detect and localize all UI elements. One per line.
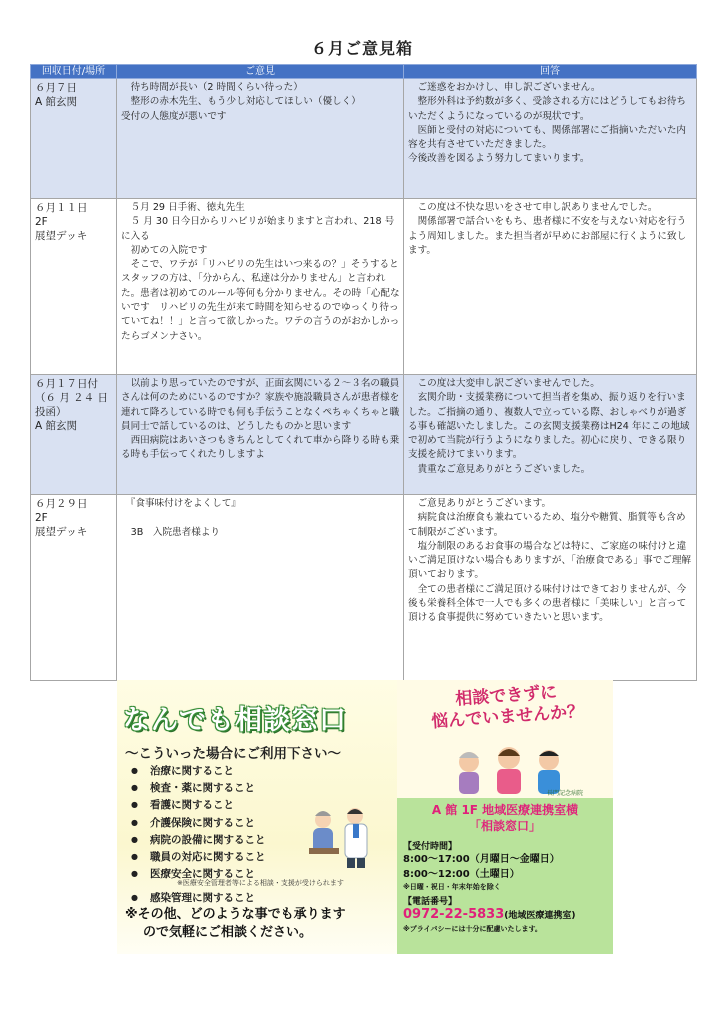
hours-weekday: 8:00～17:00（月曜日～金曜日） [403, 854, 560, 865]
list-item: ● 介護保険に関すること [131, 815, 265, 832]
poster-bottom-line1: ※その他、どのような事でも承ります [125, 907, 346, 922]
list-item: ● 医療安全に関すること [131, 866, 265, 883]
location-line2: 「相談窓口」 [468, 819, 541, 833]
phone-department: (地域医療連携室) [504, 911, 576, 921]
row-opinion: 待ち時間が長い（2 時間くらい待った） 整形の赤木先生、もう少し対応してほしい（優しく） 受付の人態度が悪いです [117, 79, 404, 199]
consultation-poster [117, 680, 613, 954]
phone-number: 0972-22-5833 [403, 907, 505, 922]
poster-item-list [131, 763, 265, 883]
poster-right-panel [397, 680, 613, 954]
doctor-consultation-illustration-icon [305, 798, 377, 870]
hours-label: 【受付時間】 [403, 842, 458, 852]
table-row [31, 79, 697, 199]
row-answer: ご意見ありがとうございます。 病院食は治療食も兼ねているため、塩分や糖質、脂質等も含めて制限がございます。 塩分制限のあるお食事の場合などは特に、ご家庭の味付けと違いご満足頂けない場合もありますが、「治療食である」事でご理解頂いております。 全ての患者様にご満足頂ける味付けはできておりませんが、今後も栄養科全体で一人でも多くの患者様に「美味しい」と言って頂ける食事提供に努めていきたいと思います。 [404, 495, 697, 681]
poster-left-panel [117, 680, 397, 954]
poster-bottom-line2: ので気軽にご相談ください。 [143, 925, 313, 940]
row-answer: この度は大変申し訳ございませんでした。 玄関介助・支援業務について担当者を集め、振り返りを行いました。ご指摘の通り、複数人で立っている際、おしゃべりが過ぎる事も確認いたしました。この玄関支援業務はH24 年にこの地域で初めて当院が行うようになりました。初心に戻り、できる限り支援を続けてまいります。 貴重なご意見ありがとうございました。 [404, 375, 697, 495]
phone-number-line [403, 907, 613, 922]
row-date: ６月１７日付 （６ 月 ２４ 日投函） A 館玄関 [31, 375, 117, 495]
table-row [31, 375, 697, 495]
page-title: ６月ご意見箱 [310, 39, 413, 58]
header-date-place: 回収日付/場所 [31, 65, 117, 79]
header-answer: 回答 [404, 65, 697, 79]
row-opinion: ５月 29 日手術、徳丸先生 ５ 月 30 日今日からリハビリが始まりますと言われ、218 号に入る 初めての入院です そこで、ワテが「リハビリの先生はいつ来るの？」そうするとスタッフの方は、「分からん、私達は分かりません」と言われた。患者は初めてのルール等何も分かりません。その時「心配ないです リハビリの先生が来て時間を知らせるのでゆっくり待っていてね！！」と言って欲しかった。ワテの言うのがおかしかったらゴメンナさい。 [117, 199, 404, 375]
poster-bottom-message [125, 906, 346, 942]
list-item: ● 治療に関すること [131, 763, 265, 780]
table-row [31, 199, 697, 375]
hours-saturday: 8:00～12:00（土曜日） [403, 869, 520, 880]
header-opinion: ご意見 [117, 65, 404, 79]
phone-label: 【電話番号】 [403, 897, 458, 907]
poster-question [406, 680, 608, 735]
feedback-table [30, 64, 697, 681]
list-item: ● 看護に関すること [131, 797, 265, 814]
poster-item-list-extra [131, 890, 255, 907]
table-row [31, 495, 697, 681]
row-date: ６月２９日 2F 展望デッキ [31, 495, 117, 681]
poster-subtitle: ～こういった場合にご利用下さい～ [125, 746, 341, 762]
hours-note: ※日曜・祝日・年末年始を除く [403, 883, 501, 891]
location-line1: A 館 1F 地域医療連携室横 [431, 803, 579, 817]
poster-title: なんでも相談窓口 [123, 705, 347, 736]
poster-note: ※医療安全管理者等による相談・支援が受けられます [177, 879, 344, 887]
list-item: ● 職員の対応に関すること [131, 849, 265, 866]
row-answer: ご迷惑をおかけし、申し訳ございません。 整形外科は予約数が多く、受診される方にはどうしてもお待ちいただくようになっているのが現状です。 医師と受付の対応についても、関係部署にご指摘いただいた内容を共有させていただきました。 今後改善を図るよう努力してまいります。 [404, 79, 697, 199]
poster-question-line2: 悩んでいませんか？ [430, 701, 585, 733]
row-opinion: 以前より思っていたのですが、正面玄関にいる２～３名の職員さんは何のためにいるのですか？家族や施設職員さんが患者様を連れて降ろしている時でも何も手伝うことなくぺちゃくちゃと職員同士で話しているのは、どうしたものかと思います 西田病院はあいさつもきちんとしてくれて車から降りる時も乗る時も手伝ってくれたりしますよ [117, 375, 404, 495]
list-item: ● 感染管理に関すること [131, 890, 255, 907]
row-date: ６月１１日 2F 展望デッキ [31, 199, 117, 375]
list-item: ● 病院の設備に関すること [131, 832, 265, 849]
poster-question-line1: 相談できずに [454, 682, 558, 710]
hospital-name: 長門記念病院 [547, 790, 584, 797]
row-answer: この度は不快な思いをさせて申し訳ありませんでした。 関係部署で話合いをもち、患者様に不安を与えない対応を行うよう周知しました。また担当者が早めにお部屋に行くように致します。 [404, 199, 697, 375]
list-item: ● 検査・薬に関すること [131, 780, 265, 797]
privacy-note: ※プライバシーには十分に配慮いたします。 [403, 925, 542, 933]
contact-info-box [397, 798, 613, 954]
worried-people-illustration-icon [447, 738, 577, 794]
row-date: ６月７日 A 館玄関 [31, 79, 117, 199]
row-opinion: 『食事味付けをよくして』 3B 入院患者様より [117, 495, 404, 681]
